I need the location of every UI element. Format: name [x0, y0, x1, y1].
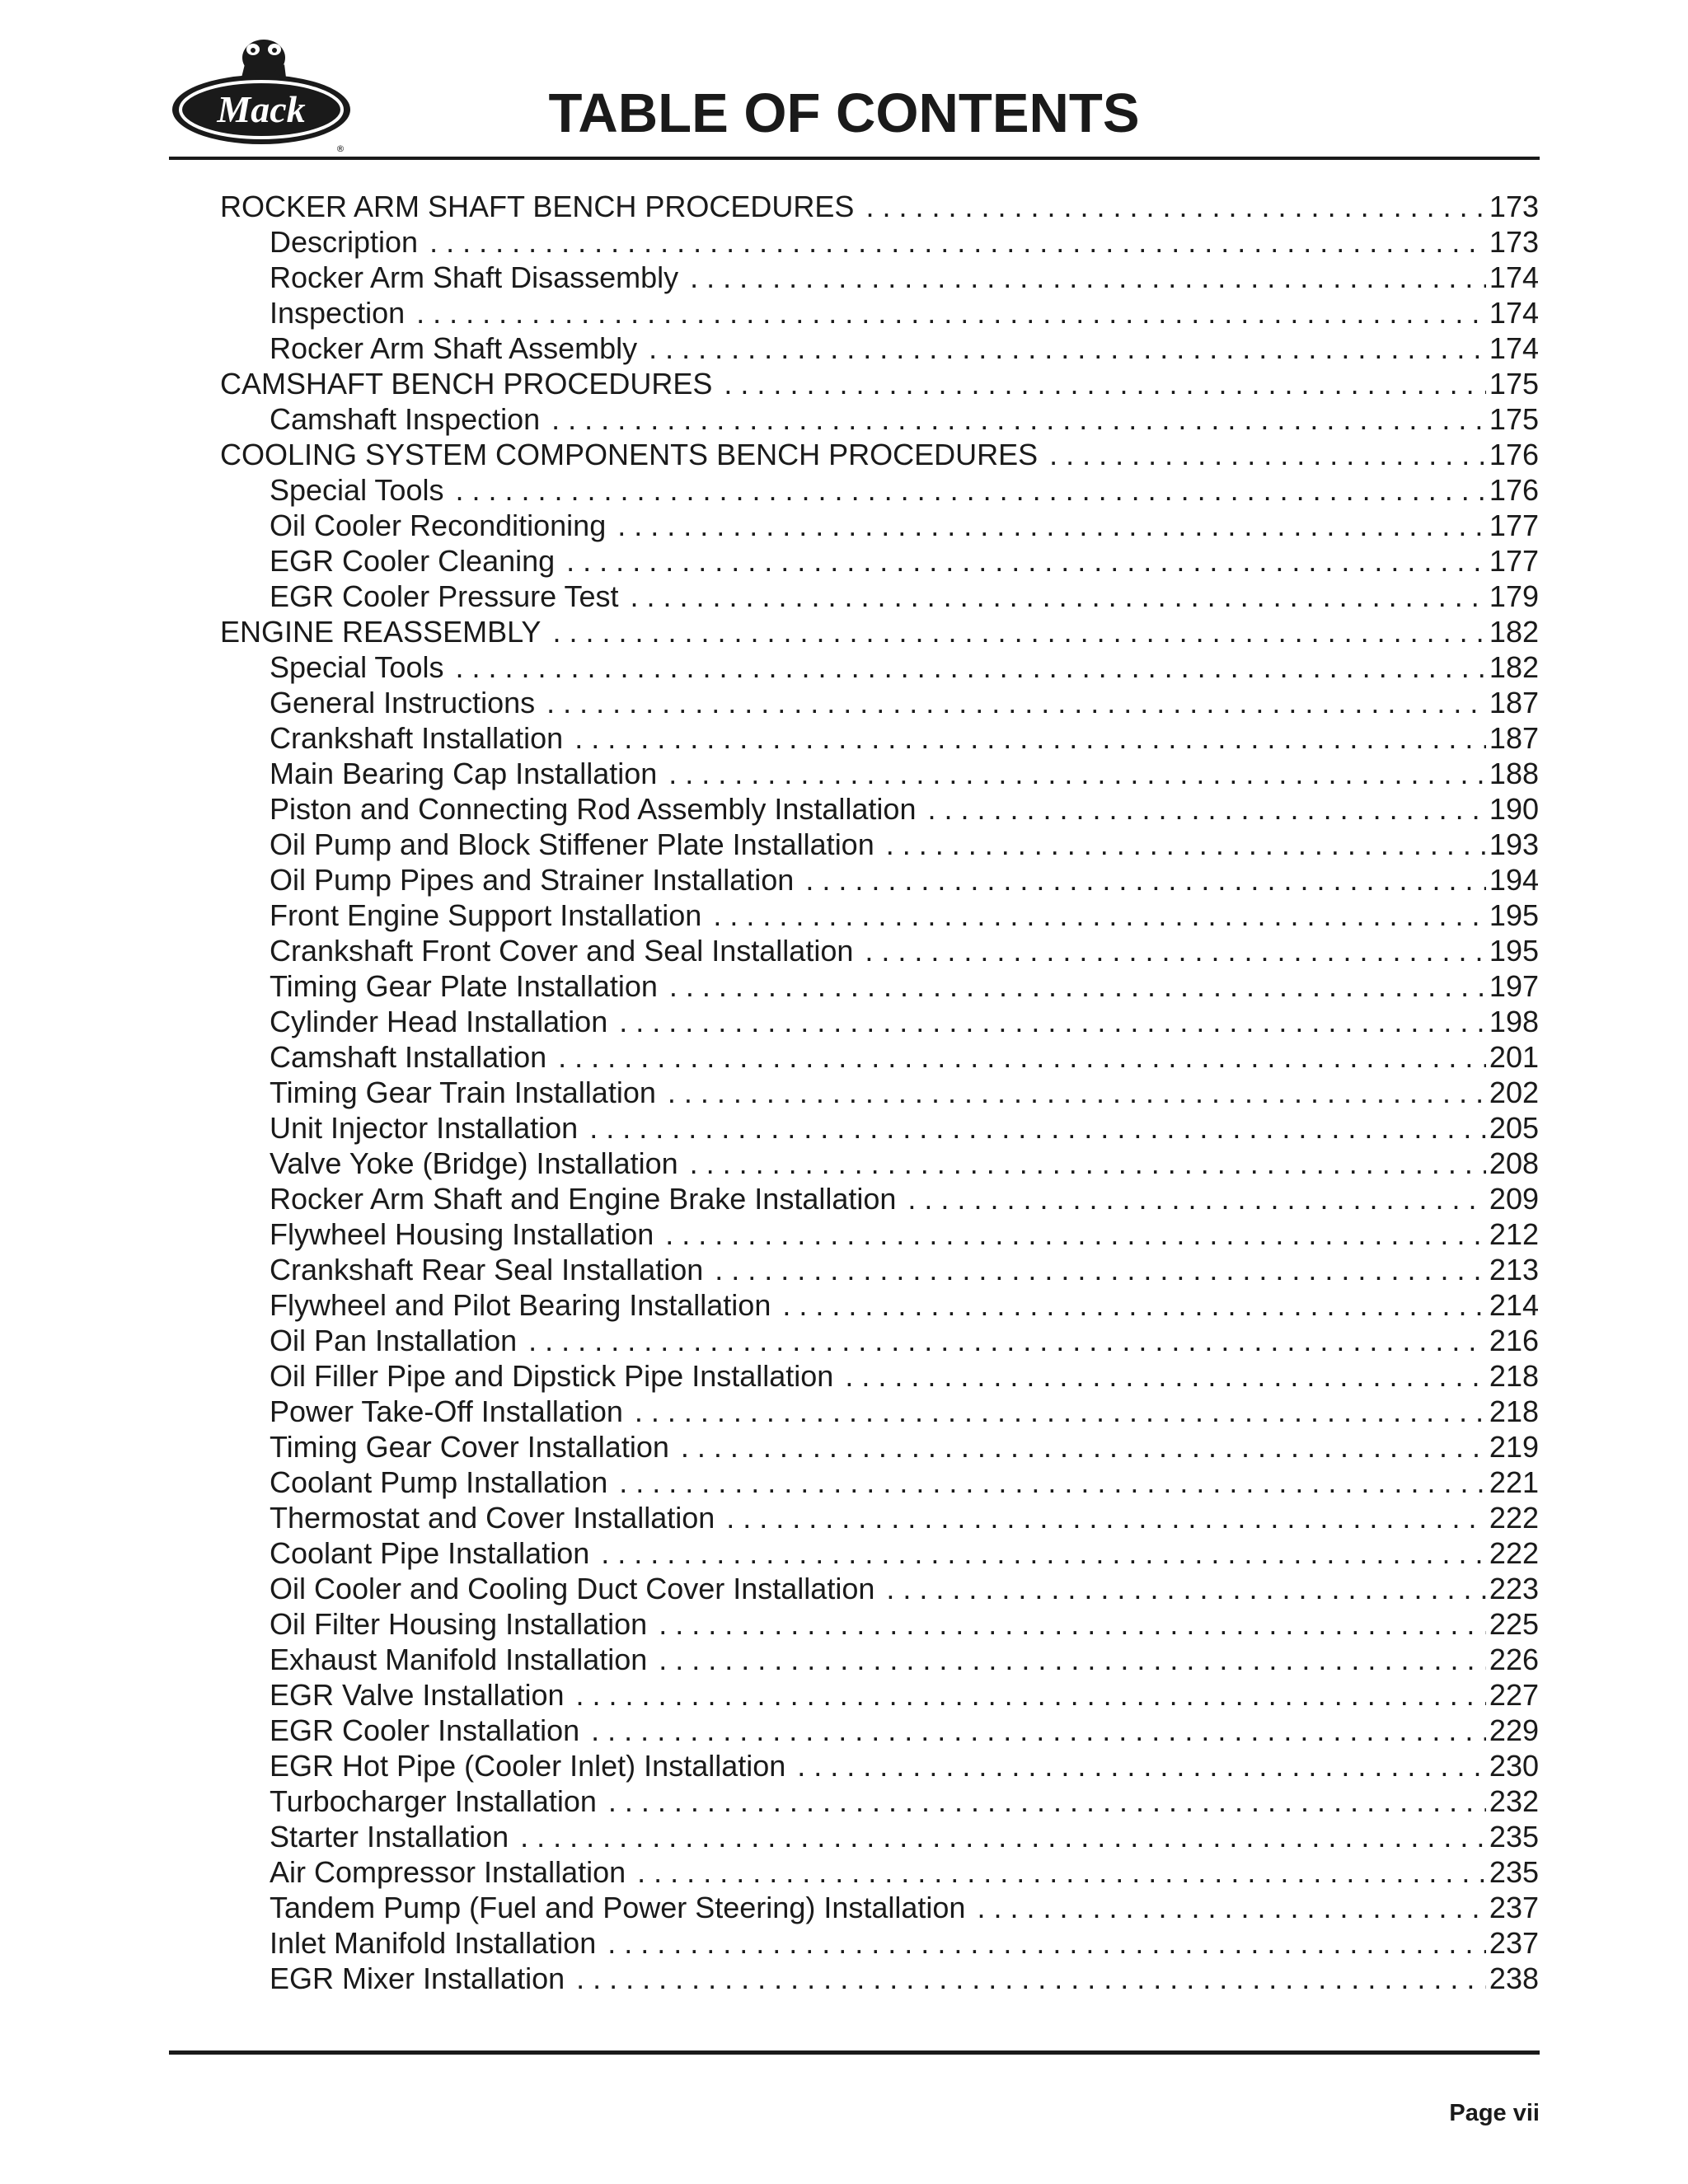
page-title: TABLE OF CONTENTS — [548, 82, 1140, 144]
toc-subsection-entry[interactable] — [220, 862, 1539, 898]
dot-leader — [551, 401, 1486, 437]
toc-entry-label: Flywheel Housing Installation — [270, 1217, 654, 1251]
toc-entry-page-number: 176 — [1489, 473, 1539, 507]
toc-subsection-entry[interactable] — [220, 1500, 1539, 1535]
toc-subsection-entry[interactable] — [220, 508, 1539, 543]
toc-entry-page-number: 212 — [1489, 1217, 1539, 1251]
dot-leader — [797, 1748, 1486, 1783]
toc-entry-label: Coolant Pipe Installation — [270, 1536, 590, 1570]
toc-subsection-entry[interactable] — [220, 1961, 1539, 1996]
toc-entry-page-number: 222 — [1489, 1501, 1539, 1535]
toc-subsection-entry[interactable] — [220, 685, 1539, 720]
dot-leader — [608, 1783, 1486, 1819]
toc-entry-page-number: 237 — [1489, 1926, 1539, 1960]
dot-leader — [566, 543, 1486, 579]
toc-entry-page-number: 219 — [1489, 1430, 1539, 1464]
dot-leader — [619, 1465, 1486, 1500]
dot-leader — [681, 1429, 1486, 1465]
toc-entry-page-number: 227 — [1489, 1678, 1539, 1712]
dot-leader — [715, 1252, 1486, 1287]
toc-section-entry[interactable] — [220, 614, 1539, 649]
toc-entry-label: Rocker Arm Shaft Assembly — [270, 331, 638, 365]
toc-section-entry[interactable] — [220, 437, 1539, 472]
toc-subsection-entry[interactable] — [220, 1535, 1539, 1571]
toc-subsection-entry[interactable] — [220, 1075, 1539, 1110]
toc-subsection-entry[interactable] — [220, 1783, 1539, 1819]
toc-entry-label: Oil Pump and Block Stiffener Plate Installation — [270, 827, 874, 861]
toc-entry-page-number: 187 — [1489, 721, 1539, 755]
toc-entry-page-number: 174 — [1489, 296, 1539, 330]
dot-leader — [649, 330, 1486, 366]
toc-subsection-entry[interactable] — [220, 1216, 1539, 1252]
toc-subsection-entry[interactable] — [220, 1890, 1539, 1925]
toc-subsection-entry[interactable] — [220, 1287, 1539, 1323]
footer-rule — [169, 2050, 1540, 2055]
dot-leader — [865, 189, 1485, 224]
toc-entry-label: Power Take-Off Installation — [270, 1394, 623, 1428]
svg-text:®: ® — [335, 143, 345, 154]
toc-entry-page-number: 201 — [1489, 1040, 1539, 1074]
toc-subsection-entry[interactable] — [220, 1004, 1539, 1039]
toc-entry-page-number: 190 — [1489, 792, 1539, 826]
toc-entry-label: Oil Cooler Reconditioning — [270, 509, 607, 542]
toc-entry-label: Coolant Pump Installation — [270, 1465, 608, 1499]
dot-leader — [558, 1039, 1486, 1075]
dot-leader — [520, 1819, 1486, 1854]
table-of-contents — [220, 189, 1539, 1996]
toc-entry-label: Oil Cooler and Cooling Duct Cover Installation — [270, 1572, 875, 1605]
toc-entry-label: ENGINE REASSEMBLY — [220, 615, 542, 649]
page-number: Page vii — [1449, 2100, 1540, 2126]
toc-entry-label: Timing Gear Cover Installation — [270, 1430, 669, 1464]
toc-subsection-entry[interactable] — [220, 827, 1539, 862]
toc-entry-page-number: 214 — [1489, 1288, 1539, 1322]
dot-leader — [574, 720, 1486, 756]
toc-entry-page-number: 226 — [1489, 1643, 1539, 1676]
dot-leader — [455, 649, 1485, 685]
toc-subsection-entry[interactable] — [220, 1713, 1539, 1748]
toc-entry-label: Main Bearing Cap Installation — [270, 757, 658, 790]
dot-leader — [845, 1358, 1486, 1394]
dot-leader — [690, 1146, 1486, 1181]
toc-entry-page-number: 197 — [1489, 969, 1539, 1003]
dot-leader — [552, 614, 1485, 649]
toc-entry-page-number: 177 — [1489, 544, 1539, 578]
toc-subsection-entry[interactable] — [220, 1748, 1539, 1783]
dot-leader — [805, 862, 1486, 898]
toc-entry-label: Turbocharger Installation — [270, 1784, 597, 1818]
toc-subsection-entry[interactable] — [220, 1394, 1539, 1429]
toc-entry-page-number: 176 — [1489, 438, 1539, 471]
toc-entry-label: Inlet Manifold Installation — [270, 1926, 597, 1960]
toc-section-entry[interactable] — [220, 366, 1539, 401]
toc-entry-label: CAMSHAFT BENCH PROCEDURES — [220, 367, 713, 401]
toc-entry-label: Cylinder Head Installation — [270, 1005, 608, 1038]
toc-subsection-entry[interactable] — [220, 1606, 1539, 1642]
dot-leader — [429, 224, 1486, 260]
toc-entry-label: Valve Yoke (Bridge) Installation — [270, 1146, 678, 1180]
dot-leader — [601, 1535, 1486, 1571]
toc-subsection-entry[interactable] — [220, 1925, 1539, 1961]
dot-leader — [546, 685, 1486, 720]
toc-entry-label: Inspection — [270, 296, 406, 330]
toc-entry-label: EGR Cooler Cleaning — [270, 544, 556, 578]
toc-subsection-entry[interactable] — [220, 295, 1539, 330]
toc-entry-page-number: 187 — [1489, 686, 1539, 719]
toc-subsection-entry[interactable] — [220, 1465, 1539, 1500]
dot-leader — [713, 898, 1486, 933]
toc-entry-page-number: 174 — [1489, 260, 1539, 294]
dot-leader — [690, 260, 1486, 295]
toc-entry-page-number: 238 — [1489, 1961, 1539, 1995]
dot-leader — [631, 579, 1486, 614]
toc-entry-page-number: 175 — [1489, 402, 1539, 436]
toc-subsection-entry[interactable] — [220, 1358, 1539, 1394]
toc-subsection-entry[interactable] — [220, 1677, 1539, 1713]
toc-entry-page-number: 177 — [1489, 509, 1539, 542]
toc-entry-page-number: 218 — [1489, 1394, 1539, 1428]
toc-subsection-entry[interactable] — [220, 224, 1539, 260]
toc-subsection-entry[interactable] — [220, 933, 1539, 968]
toc-subsection-entry[interactable] — [220, 579, 1539, 614]
toc-subsection-entry[interactable] — [220, 1854, 1539, 1890]
toc-entry-page-number: 202 — [1489, 1076, 1539, 1109]
toc-entry-label: COOLING SYSTEM COMPONENTS BENCH PROCEDURES — [220, 438, 1039, 471]
toc-entry-label: EGR Cooler Pressure Test — [270, 579, 619, 613]
toc-entry-label: EGR Mixer Installation — [270, 1961, 565, 1995]
toc-entry-label: Piston and Connecting Rod Assembly Installation — [270, 792, 917, 826]
dot-leader — [665, 1216, 1486, 1252]
dot-leader — [886, 827, 1486, 862]
toc-subsection-entry[interactable] — [220, 260, 1539, 295]
toc-entry-page-number: 195 — [1489, 934, 1539, 968]
toc-entry-page-number: 208 — [1489, 1146, 1539, 1180]
toc-subsection-entry[interactable] — [220, 1819, 1539, 1854]
toc-entry-page-number: 225 — [1489, 1607, 1539, 1641]
dot-leader — [659, 1606, 1486, 1642]
toc-subsection-entry[interactable] — [220, 720, 1539, 756]
toc-entry-label: EGR Valve Installation — [270, 1678, 565, 1712]
toc-entry-page-number: 222 — [1489, 1536, 1539, 1570]
toc-entry-page-number: 188 — [1489, 757, 1539, 790]
toc-entry-page-number: 213 — [1489, 1253, 1539, 1286]
toc-entry-label: Oil Filler Pipe and Dipstick Pipe Installation — [270, 1359, 834, 1393]
dot-leader — [668, 756, 1486, 791]
toc-entry-label: Special Tools — [270, 650, 444, 684]
dot-leader — [782, 1287, 1486, 1323]
toc-entry-label: Camshaft Installation — [270, 1040, 547, 1074]
toc-subsection-entry[interactable] — [220, 330, 1539, 366]
dot-leader — [1049, 437, 1486, 472]
toc-entry-page-number: 216 — [1489, 1324, 1539, 1357]
toc-subsection-entry[interactable] — [220, 401, 1539, 437]
dot-leader — [724, 366, 1486, 401]
header-rule — [169, 157, 1540, 160]
dot-leader — [416, 295, 1486, 330]
dot-leader — [886, 1571, 1486, 1606]
dot-leader — [591, 1713, 1486, 1748]
toc-entry-label: Crankshaft Installation — [270, 721, 564, 755]
toc-subsection-entry[interactable] — [220, 1429, 1539, 1465]
dot-leader — [589, 1110, 1486, 1146]
dot-leader — [607, 1925, 1486, 1961]
toc-subsection-entry[interactable] — [220, 1252, 1539, 1287]
dot-leader — [726, 1500, 1486, 1535]
dot-leader — [637, 1854, 1486, 1890]
toc-entry-page-number: 173 — [1489, 225, 1539, 259]
toc-entry-page-number: 235 — [1489, 1820, 1539, 1854]
dot-leader — [619, 1004, 1486, 1039]
dot-leader — [528, 1323, 1486, 1358]
toc-entry-page-number: 195 — [1489, 898, 1539, 932]
toc-subsection-entry[interactable] — [220, 791, 1539, 827]
toc-subsection-entry[interactable] — [220, 543, 1539, 579]
dot-leader — [635, 1394, 1486, 1429]
toc-entry-label: Special Tools — [270, 473, 444, 507]
toc-entry-page-number: 232 — [1489, 1784, 1539, 1818]
toc-subsection-entry[interactable] — [220, 1642, 1539, 1677]
toc-subsection-entry[interactable] — [220, 472, 1539, 508]
toc-entry-page-number: 237 — [1489, 1891, 1539, 1924]
dot-leader — [576, 1961, 1486, 1996]
toc-entry-label: Exhaust Manifold Installation — [270, 1643, 648, 1676]
toc-entry-label: Oil Pump Pipes and Strainer Installation — [270, 863, 795, 897]
toc-subsection-entry[interactable] — [220, 756, 1539, 791]
toc-entry-label: Timing Gear Train Installation — [270, 1076, 656, 1109]
toc-entry-label: Air Compressor Installation — [270, 1855, 626, 1889]
dot-leader — [865, 933, 1486, 968]
toc-entry-page-number: 175 — [1489, 367, 1539, 401]
toc-entry-label: Front Engine Support Installation — [270, 898, 702, 932]
toc-entry-page-number: 173 — [1489, 190, 1539, 223]
toc-entry-label: Description — [270, 225, 419, 259]
toc-entry-page-number: 194 — [1489, 863, 1539, 897]
toc-subsection-entry[interactable] — [220, 1039, 1539, 1075]
toc-subsection-entry[interactable] — [220, 1571, 1539, 1606]
toc-subsection-entry[interactable] — [220, 1146, 1539, 1181]
toc-entry-page-number: 235 — [1489, 1855, 1539, 1889]
toc-entry-label: ROCKER ARM SHAFT BENCH PROCEDURES — [220, 190, 855, 223]
toc-entry-label: Thermostat and Cover Installation — [270, 1501, 715, 1535]
toc-entry-label: Starter Installation — [270, 1820, 509, 1854]
toc-entry-page-number: 182 — [1489, 650, 1539, 684]
toc-section-entry[interactable] — [220, 189, 1539, 224]
dot-leader — [576, 1677, 1486, 1713]
logo-wordmark: Mack — [217, 88, 306, 130]
toc-subsection-entry[interactable] — [220, 1110, 1539, 1146]
dot-leader — [659, 1642, 1486, 1677]
toc-entry-label: EGR Hot Pipe (Cooler Inlet) Installation — [270, 1749, 786, 1783]
toc-entry-page-number: 230 — [1489, 1749, 1539, 1783]
toc-entry-page-number: 174 — [1489, 331, 1539, 365]
dot-leader — [617, 508, 1486, 543]
toc-entry-page-number: 179 — [1489, 579, 1539, 613]
toc-entry-page-number: 198 — [1489, 1005, 1539, 1038]
toc-entry-label: General Instructions — [270, 686, 536, 719]
dot-leader — [669, 968, 1486, 1004]
toc-entry-label: Unit Injector Installation — [270, 1111, 579, 1145]
toc-entry-label: Camshaft Inspection — [270, 402, 541, 436]
dot-leader — [455, 472, 1485, 508]
toc-subsection-entry[interactable] — [220, 1323, 1539, 1358]
toc-subsection-entry[interactable] — [220, 1181, 1539, 1216]
toc-entry-page-number: 221 — [1489, 1465, 1539, 1499]
toc-subsection-entry[interactable] — [220, 968, 1539, 1004]
dot-leader — [907, 1181, 1486, 1216]
toc-entry-label: Timing Gear Plate Installation — [270, 969, 658, 1003]
dot-leader — [927, 791, 1485, 827]
dot-leader — [977, 1890, 1485, 1925]
dot-leader — [668, 1075, 1486, 1110]
toc-entry-label: Rocker Arm Shaft Disassembly — [270, 260, 679, 294]
toc-entry-page-number: 193 — [1489, 827, 1539, 861]
toc-entry-page-number: 229 — [1489, 1713, 1539, 1747]
toc-entry-label: Crankshaft Rear Seal Installation — [270, 1253, 704, 1286]
toc-entry-page-number: 205 — [1489, 1111, 1539, 1145]
toc-entry-label: Rocker Arm Shaft and Engine Brake Installation — [270, 1182, 897, 1216]
toc-entry-label: EGR Cooler Installation — [270, 1713, 580, 1747]
toc-entry-page-number: 218 — [1489, 1359, 1539, 1393]
toc-entry-label: Oil Pan Installation — [270, 1324, 518, 1357]
toc-entry-label: Oil Filter Housing Installation — [270, 1607, 648, 1641]
toc-entry-label: Tandem Pump (Fuel and Power Steering) Installation — [270, 1891, 966, 1924]
toc-entry-label: Flywheel and Pilot Bearing Installation — [270, 1288, 771, 1322]
toc-subsection-entry[interactable] — [220, 898, 1539, 933]
toc-entry-page-number: 223 — [1489, 1572, 1539, 1605]
toc-entry-page-number: 182 — [1489, 615, 1539, 649]
toc-entry-page-number: 209 — [1489, 1182, 1539, 1216]
toc-entry-label: Crankshaft Front Cover and Seal Installation — [270, 934, 854, 968]
toc-subsection-entry[interactable] — [220, 649, 1539, 685]
